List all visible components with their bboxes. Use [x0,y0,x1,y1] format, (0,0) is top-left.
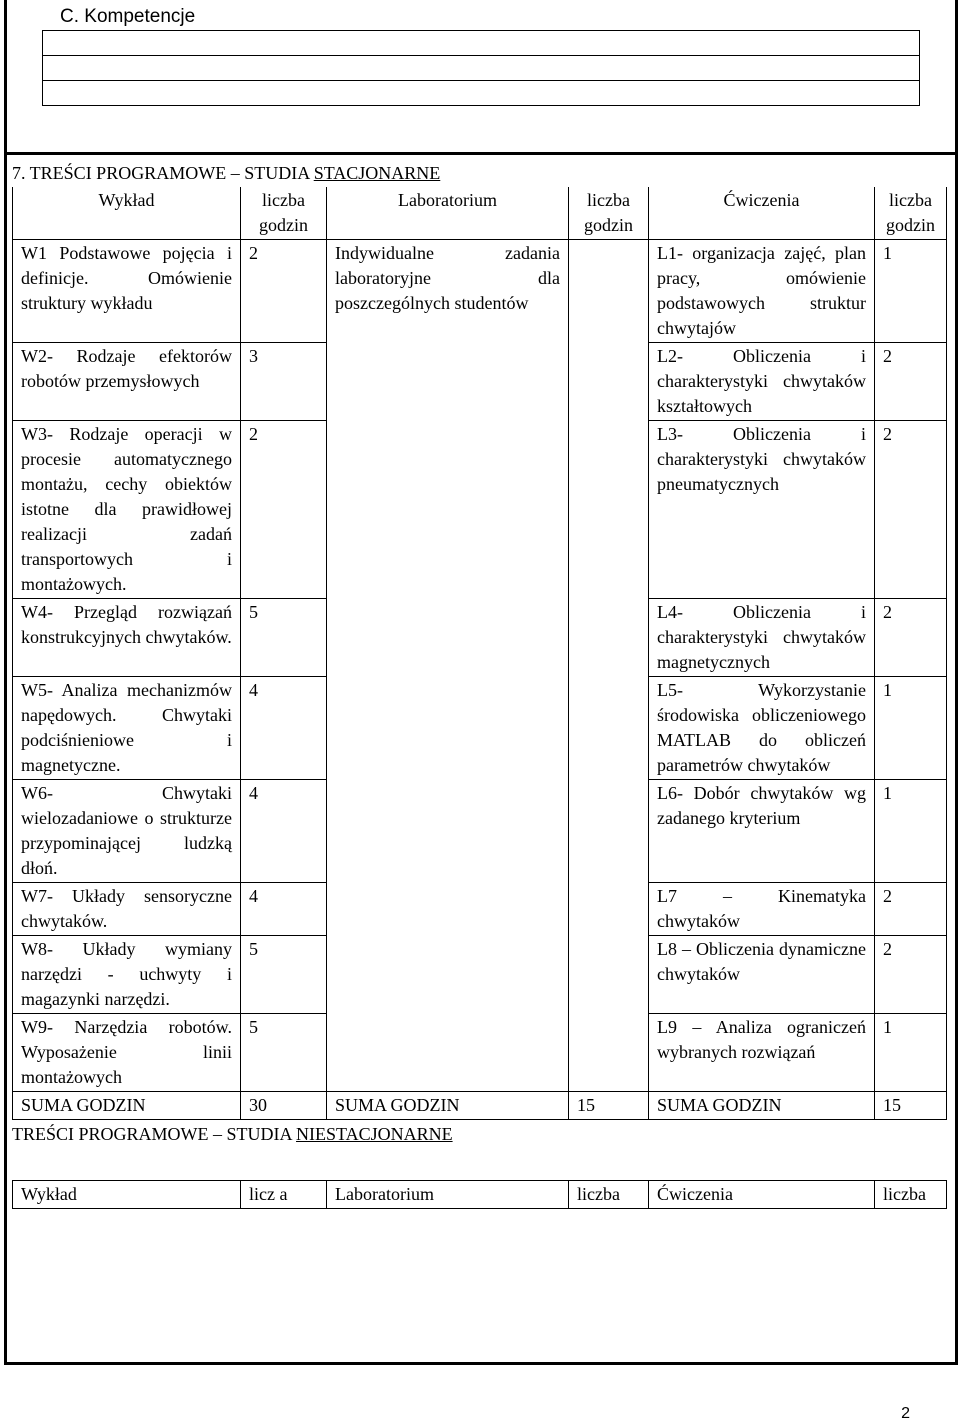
section-title-nonstationary [12,1124,453,1145]
section-title-underlined: NIESTACJONARNE [296,1124,453,1144]
exercise-code: L2 [657,346,677,366]
competence-cell[interactable] [43,31,920,56]
sum-value-lab: 15 [569,1092,649,1120]
exercise-text: – Obliczenia dynamiczne chwytaków [657,939,866,984]
lecture-text: - Układy wymiany narzędzi - uchwyty i magazynki narzędzi. [21,939,232,1009]
competence-cell[interactable] [43,81,920,106]
exercise-cell [649,240,875,343]
lecture-cell [13,343,241,421]
table-header-row [13,187,947,240]
header-lab: Laboratorium [327,187,569,240]
exercise-cell [649,883,875,936]
lecture-text: - Rodzaje operacji w procesie automatycznego montażu, cechy obiektów istotne dla prawidłowej realizacji zadań transportowych i montażowych. [21,424,232,594]
exercise-text: - Obliczenia i charakterystyki chwytaków magnetycznych [657,602,866,672]
lab-cell [327,883,569,936]
lab-hours-cell [569,1014,649,1092]
exercise-hours-cell: 1 [875,780,947,883]
lab-hours-cell [569,780,649,883]
competence-row [43,56,920,81]
lecture-cell [13,780,241,883]
exercise-text: – Kinematyka chwytaków [657,886,866,931]
lecture-code: W5 [21,680,47,700]
lecture-hours-cell: 5 [241,936,327,1014]
exercise-hours-cell: 2 [875,936,947,1014]
header-lecture: Wykład [13,187,241,240]
lecture-text: - Analiza mechanizmów napędowych. Chwytaki podciśnieniowe i magnetyczne. [21,680,232,775]
lecture-code: W4 [21,602,47,622]
lecture-hours-cell: 3 [241,343,327,421]
exercise-text: - Dobór chwytaków wg zadanego kryterium [657,783,866,828]
lecture-text: Podstawowe pojęcia i definicje. Omówienie struktury wykładu [21,243,232,313]
header-exercises: Ćwiczenia [649,187,875,240]
exercise-code: L8 [657,939,677,959]
lecture-code: W3 [21,424,47,444]
lecture-code: W2 [21,346,47,366]
exercise-code: L4 [657,602,677,622]
header-hours-exercises: liczba godzin [875,187,947,240]
exercise-text: – Analiza ograniczeń wybranych rozwiązań [657,1017,866,1062]
exercise-cell [649,599,875,677]
exercise-hours-cell: 1 [875,677,947,780]
lecture-hours-cell: 4 [241,883,327,936]
exercise-cell [649,1014,875,1092]
lab-hours-cell [569,421,649,599]
exercise-code: L1 [657,243,677,263]
section-title-text: 7. TREŚCI PROGRAMOWE – STUDIA [12,163,314,183]
exercise-cell [649,343,875,421]
exercise-text: - organizacja zajęć, plan pracy, omówienie podstawowych struktur chwytajów [657,243,866,338]
lab-cell [327,677,569,780]
lab-cell [327,343,569,421]
exercise-text: - Wykorzystanie środowiska obliczeniowego MATLAB do obliczeń parametrów chwytaków [657,680,866,775]
lecture-cell [13,677,241,780]
lecture-code: W1 [21,243,47,263]
exercise-code: L9 [657,1017,677,1037]
competences-table [42,30,920,106]
exercise-text: - Obliczenia i charakterystyki chwytaków kształtowych [657,346,866,416]
lecture-code: W8 [21,939,47,959]
table-row [13,599,947,677]
sum-value-lecture: 30 [241,1092,327,1120]
lab-cell [327,599,569,677]
sum-label-lecture: SUMA GODZIN [13,1092,241,1120]
exercise-cell [649,677,875,780]
exercise-cell [649,936,875,1014]
lab-cell [327,936,569,1014]
table-header-row [13,1181,947,1209]
table-row [13,421,947,599]
exercise-hours-cell: 2 [875,599,947,677]
section-title-underlined: STACJONARNE [313,163,441,183]
lecture-cell [13,421,241,599]
table-row [13,1014,947,1092]
lecture-hours-cell: 4 [241,677,327,780]
lecture-code: W7 [21,886,47,906]
table-row [13,343,947,421]
table-row [13,677,947,780]
sum-row [13,1092,947,1120]
exercise-code: L7 [657,886,677,906]
header-hours-lab: liczba godzin [569,187,649,240]
section-title-stationary [12,163,440,184]
header-hours-exercises: liczba [875,1181,947,1209]
exercise-hours-cell: 2 [875,883,947,936]
exercise-hours-cell: 1 [875,240,947,343]
lecture-cell [13,599,241,677]
table-row [13,936,947,1014]
header-hours-lecture: liczba godzin [241,187,327,240]
header-exercises: Ćwiczenia [649,1181,875,1209]
header-lab: Laboratorium [327,1181,569,1209]
header-lecture: Wykład [13,1181,241,1209]
lecture-hours-cell: 2 [241,240,327,343]
lecture-cell [13,936,241,1014]
exercise-hours-cell: 2 [875,421,947,599]
lecture-cell [13,883,241,936]
sum-value-exercises: 15 [875,1092,947,1120]
lab-hours-cell [569,936,649,1014]
lecture-code: W6 [21,783,47,803]
competences-heading: C. Kompetencje [60,6,196,27]
header-hours-lecture: licz a [241,1181,327,1209]
section-title-text: TREŚCI PROGRAMOWE – STUDIA [12,1124,297,1144]
lab-hours-cell [569,343,649,421]
exercise-code: L3 [657,424,677,444]
lab-hours-cell [569,677,649,780]
exercise-cell [649,421,875,599]
lecture-hours-cell: 4 [241,780,327,883]
exercise-code: L6 [657,783,677,803]
lecture-code: W9 [21,1017,47,1037]
lecture-cell [13,240,241,343]
sum-label-exercises: SUMA GODZIN [649,1092,875,1120]
lab-cell [327,780,569,883]
table-row [13,883,947,936]
table-row [13,780,947,883]
program-table-nonstationary [12,1180,947,1209]
lecture-text: - Przegląd rozwiązań konstrukcyjnych chwytaków. [21,602,232,647]
exercise-text: - Obliczenia i charakterystyki chwytaków pneumatycznych [657,424,866,494]
competence-row [43,81,920,106]
lab-hours-cell [569,240,649,343]
exercise-cell [649,780,875,883]
table-row [13,240,947,343]
lab-cell: Indywidualne zadania laboratoryjne dla poszczególnych studentów [327,240,569,343]
exercise-hours-cell: 1 [875,1014,947,1092]
exercise-code: L5 [657,680,677,700]
page-number: 2 [901,1405,910,1422]
lecture-hours-cell: 2 [241,421,327,599]
lab-cell [327,1014,569,1092]
lecture-cell [13,1014,241,1092]
lab-hours-cell [569,883,649,936]
lecture-text: - Rodzaje efektorów robotów przemysłowych [21,346,232,391]
lecture-hours-cell: 5 [241,599,327,677]
lecture-text: - Układy sensoryczne chwytaków. [21,886,232,931]
lecture-text: - Chwytaki wielozadaniowe o strukturze przypominającej ludzką dłoń. [21,783,232,878]
lecture-hours-cell: 5 [241,1014,327,1092]
competence-cell[interactable] [43,56,920,81]
sum-label-lab: SUMA GODZIN [327,1092,569,1120]
lecture-text: - Narzędzia robotów. Wyposażenie linii montażowych [21,1017,232,1087]
program-table-stationary [12,187,947,1120]
competence-row [43,31,920,56]
exercise-hours-cell: 2 [875,343,947,421]
lab-cell [327,421,569,599]
header-hours-lab: liczba [569,1181,649,1209]
lab-hours-cell [569,599,649,677]
